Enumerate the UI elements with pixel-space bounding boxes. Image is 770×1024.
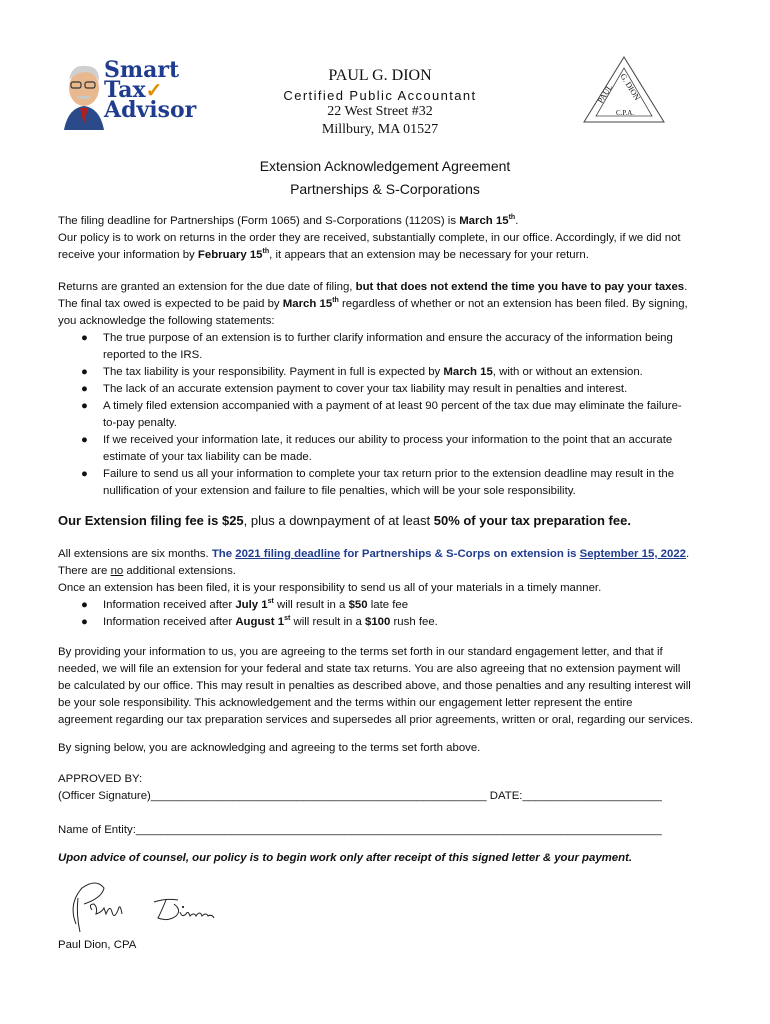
list-item: ● Information received after July 1st will result in a $50 late fee bbox=[58, 597, 738, 614]
bullet-icon: ● bbox=[81, 468, 88, 480]
approved-by-label: APPROVED BY: bbox=[58, 773, 143, 785]
fee-statement: Our Extension filing fee is $25, plus a downpayment of at least 50% of your tax preparation fee. bbox=[58, 513, 631, 528]
p4-line: be calculated by our office. This may result in penalties as described above, and those penalties and any resulting interest will bbox=[58, 680, 691, 692]
address-line-2: Millbury, MA 01527 bbox=[321, 122, 439, 137]
p2-line-2: The final tax owed is expected to be paid by March 15th regardless of whether or not an extension has been filed. By signing, bbox=[58, 297, 688, 310]
list-item: ● A timely filed extension accompanied with a payment of at least 90 percent of the tax due may eliminate the failure- to-pay penalty. bbox=[81, 400, 682, 429]
bullet-icon: ● bbox=[81, 400, 88, 412]
p1-line-3: receive your information by February 15th, it appears that an extension may be necessary for your return. bbox=[58, 248, 589, 261]
p4-line: By providing your information to us, you are agreeing to the terms set forth in our standard engagement letter, and that if bbox=[58, 646, 663, 658]
entity-name-line[interactable]: Name of Entity:___________________________________________________________________________________ bbox=[58, 824, 662, 836]
logo-line-smart: Smart bbox=[104, 57, 180, 83]
signer-name: Paul Dion, CPA bbox=[58, 939, 137, 951]
bullet-icon: ● bbox=[81, 616, 88, 628]
list-item: ● The true purpose of an extension is to further clarify information and ensure the accuracy of the information being reported to the IRS. bbox=[81, 332, 673, 361]
list-item: ● The lack of an accurate extension payment to cover your tax liability may result in penalties and interest. bbox=[58, 381, 738, 398]
seal-top-text: G. DION bbox=[618, 72, 642, 103]
p4-line: needed, we will file an extension for your federal and state tax returns. You are also agreeing that no extension payment will bbox=[58, 663, 681, 675]
p2-line-1: Returns are granted an extension for the due date of filing, but that does not extend the time you have to pay your taxes. bbox=[58, 281, 688, 293]
logo-line-tax: Tax✓ bbox=[104, 77, 163, 103]
paragraph-extension-terms bbox=[58, 546, 738, 631]
p1-line-1: The filing deadline for Partnerships (Form 1065) and S-Corporations (1120S) is March 15th. bbox=[58, 214, 519, 227]
document-subtitle: Partnerships & S-Corporations bbox=[290, 181, 480, 197]
list-item: ● Information received after August 1st will result in a $100 rush fee. bbox=[58, 614, 738, 631]
paragraph-agreement: By signing below, you are acknowledging and agreeing to the terms set forth above. bbox=[58, 742, 481, 754]
p2-line-3: you acknowledge the following statements: bbox=[58, 315, 275, 327]
paragraph-engagement bbox=[58, 644, 738, 729]
p1-line-2: Our policy is to work on returns in the order they are received, substantially complete, in our office. Accordingly, if we did not bbox=[58, 232, 681, 244]
list-item: ● The tax liability is your responsibility. Payment in full is expected by March 15, with or without an extension. bbox=[58, 364, 738, 381]
officer-signature-line[interactable]: (Officer Signature)_____________________________________________________ DATE:______________________ bbox=[58, 790, 662, 802]
logo-text bbox=[104, 57, 197, 123]
handwritten-signature-icon bbox=[62, 874, 242, 934]
counsel-statement: Upon advice of counsel, our policy is to begin work only after receipt of this signed letter & your payment. bbox=[58, 852, 633, 864]
paragraph-deadline bbox=[58, 213, 738, 264]
bullet-icon: ● bbox=[81, 383, 88, 395]
bullet-icon: ● bbox=[81, 599, 88, 611]
address-line-1: 22 West Street #32 bbox=[327, 104, 433, 119]
document-title: Extension Acknowledgement Agreement bbox=[259, 158, 511, 174]
list-item: ● If we received your information late, it reduces our ability to process your information to the point that an accurate estimate of your tax liability can be made. bbox=[81, 434, 673, 463]
acknowledgement-list bbox=[58, 330, 738, 500]
p3-line-2: There are no additional extensions. bbox=[58, 565, 236, 577]
p4-line: agreement regarding our tax preparation services and supersedes all prior agreements, written or oral, regarding our services. bbox=[58, 714, 694, 726]
seal-bottom-text: C.P.A. bbox=[615, 109, 635, 117]
p3-line-3: Once an extension has been filed, it is your responsibility to send us all of your materials in a timely manner. bbox=[58, 582, 602, 594]
cpa-seal bbox=[582, 54, 666, 124]
signature bbox=[62, 874, 242, 934]
logo-line-advisor: Advisor bbox=[104, 97, 197, 123]
p4-line: be your sole responsibility. This acknowledgement and the terms within our engagement letter represent the entire bbox=[58, 697, 633, 709]
list-item: ● Failure to send us all your information to complete your tax return prior to the extension deadline may result in the nullification of your extension and failure to file penalties, which will be your sole responsibility. bbox=[81, 468, 675, 497]
firm-title: Certified Public Accountant bbox=[283, 88, 477, 103]
seal-left-text: PAUL bbox=[596, 82, 615, 105]
paragraph-extension bbox=[58, 279, 738, 330]
p3-line-1: All extensions are six months. The 2021 filing deadline for Partnerships & S-Corps on extension is September 15, 2022. bbox=[58, 548, 690, 560]
bullet-icon: ● bbox=[81, 366, 88, 378]
bullet-icon: ● bbox=[81, 434, 88, 446]
bullet-icon: ● bbox=[81, 332, 88, 344]
firm-name: PAUL G. DION bbox=[328, 67, 432, 84]
